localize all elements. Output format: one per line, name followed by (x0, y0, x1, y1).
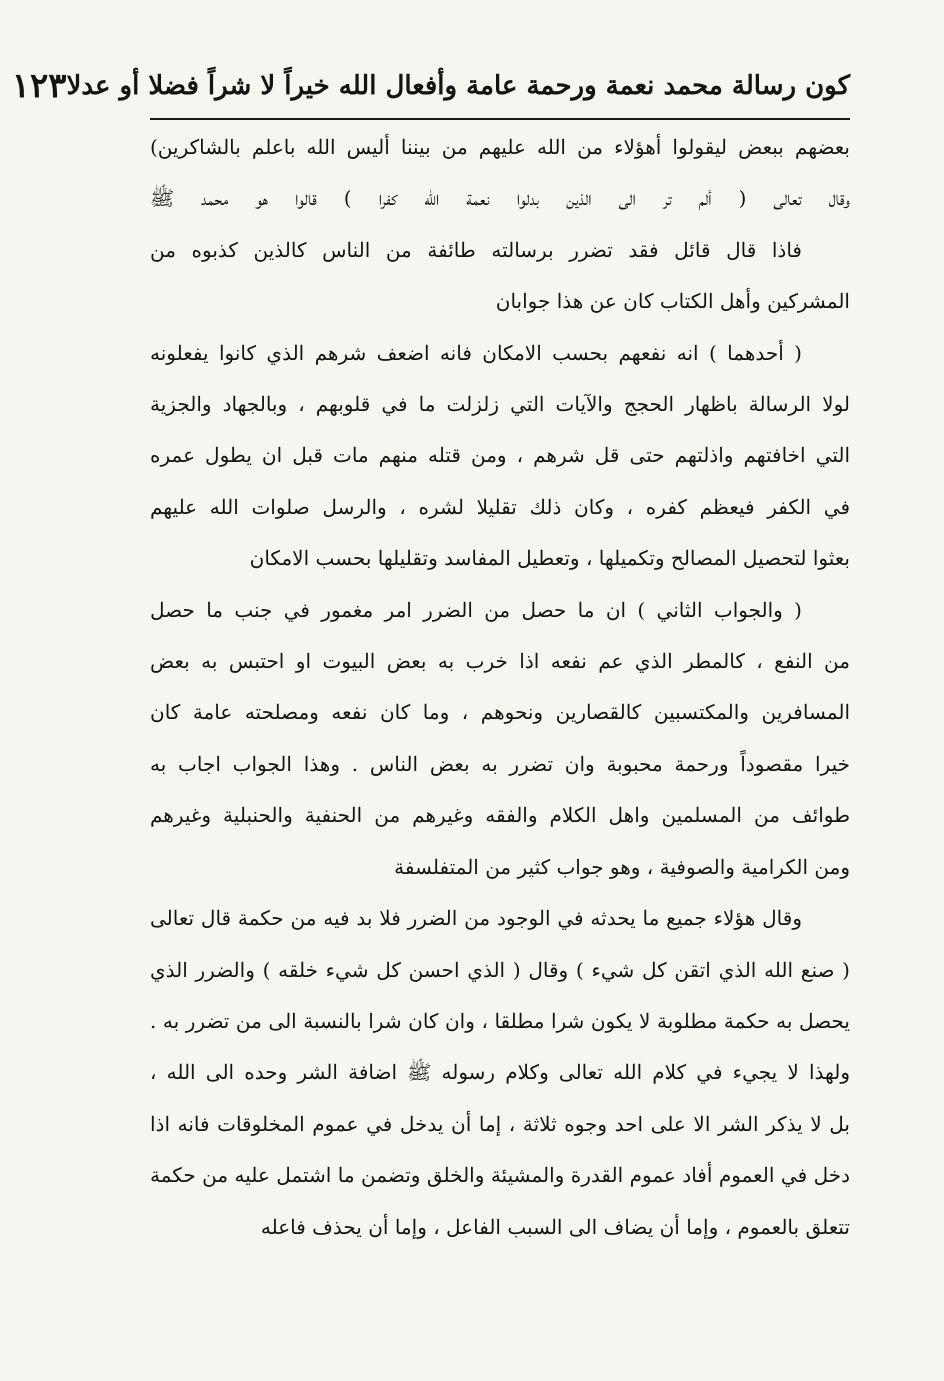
text-line: لولا الرسالة باظهار الحجج والآيات التي زلزلت ما في قلوبهم ، وبالجهاد والجزية (150, 392, 850, 417)
text-line: في الكفر فيعظم كفره ، وكان ذلك تقليلا لشره ، والرسل صلوات الله عليهم (150, 494, 850, 519)
text-line: المشركين وأهل الكتاب كان عن هذا جوابان (495, 289, 850, 314)
text-line: يحصل به حكمة مطلوبة لا يكون شرا مطلقا ، وان كان شرا بالنسبة الى من تضرر به . (150, 1008, 850, 1033)
text-line: ولهذا لا يجيء في كلام الله تعالى وكلام رسوله ﷺ اضافة الشر وحده الى الله ، (150, 1060, 850, 1085)
text-line: ( أحدهما ) انه نفعهم بحسب الامكان فانه اضعف شرهم الذي كانوا يفعلونه (150, 340, 802, 365)
text-line: ( والجواب الثاني ) ان ما حصل من الضرر امر مغمور في جنب ما حصل (150, 597, 802, 622)
page-number: ١٢٣ (11, 66, 67, 106)
text-line: بعضهم ببعض ليقولوا أهؤلاء من الله عليهم من بيننا أليس الله باعلم بالشاكرين) (150, 135, 850, 159)
text-line: وقال هؤلاء جميع ما يحدثه في الوجود من الضرر فلا بد فيه من حكمة قال تعالى (150, 906, 802, 931)
text-line: وقال تعالى ( ألم تر الى الذين بدلوا نعمة الله كفرا ) قالوا هو محمد ﷺ (150, 186, 850, 211)
text-line: المسافرين والمكتسبين كالقصارين ونحوهم ، وما كان نفعه ومصلحته عامة كان (150, 700, 850, 725)
text-line: التي اخافتهم واذلتهم حتى قل شرهم ، ومن قتله منهم مات قبل ان يطول عمره (150, 443, 850, 468)
text-line: ومن الكرامية والصوفية ، وهو جواب كثير من المتفلسفة (394, 854, 850, 879)
text-line: تتعلق بالعموم ، وإما أن يضاف الى السبب الفاعل ، وإما أن يحذف فاعله (260, 1214, 850, 1239)
text-line: بعثوا لتحصيل المصالح وتكميلها ، وتعطيل المفاسد وتقليلها بحسب الامكان (249, 546, 850, 571)
text-line: طوائف من المسلمين واهل الكلام والفقه وغيرهم من الحنفية والحنبلية وغيرهم (150, 803, 850, 828)
text-line: من النفع ، كالمطر الذي عم نفعه اذا خرب به بعض البيوت او احتبس به بعض (150, 649, 850, 674)
page-header (11, 58, 850, 114)
text-line: خيرا مقصوداً ورحمة محبوبة وان تضرر به بعض الناس . وهذا الجواب اجاب به (150, 751, 850, 776)
text-line: ( صنع الله الذي اتقن كل شيء ) وقال ( الذي احسن كل شيء خلقه ) والضرر الذي (150, 957, 850, 982)
text-line: بل لا يذكر الشر الا على احد وجوه ثلاثة ، إما أن يدخل في عموم المخلوقات فانه اذا (150, 1111, 850, 1136)
header-rule (150, 118, 850, 120)
running-title: كون رسالة محمد نعمة ورحمة عامة وأفعال الله خيراً لا شراً فضلا أو عدلا (66, 71, 850, 101)
body-text (150, 122, 850, 1253)
text-line: فاذا قال قائل فقد تضرر برسالته طائفة من الناس كالذين كذبوه من (150, 237, 802, 262)
text-line: دخل في العموم أفاد عموم القدرة والمشيئة والخلق وتضمن ما اشتمل عليه من حكمة (150, 1163, 850, 1188)
